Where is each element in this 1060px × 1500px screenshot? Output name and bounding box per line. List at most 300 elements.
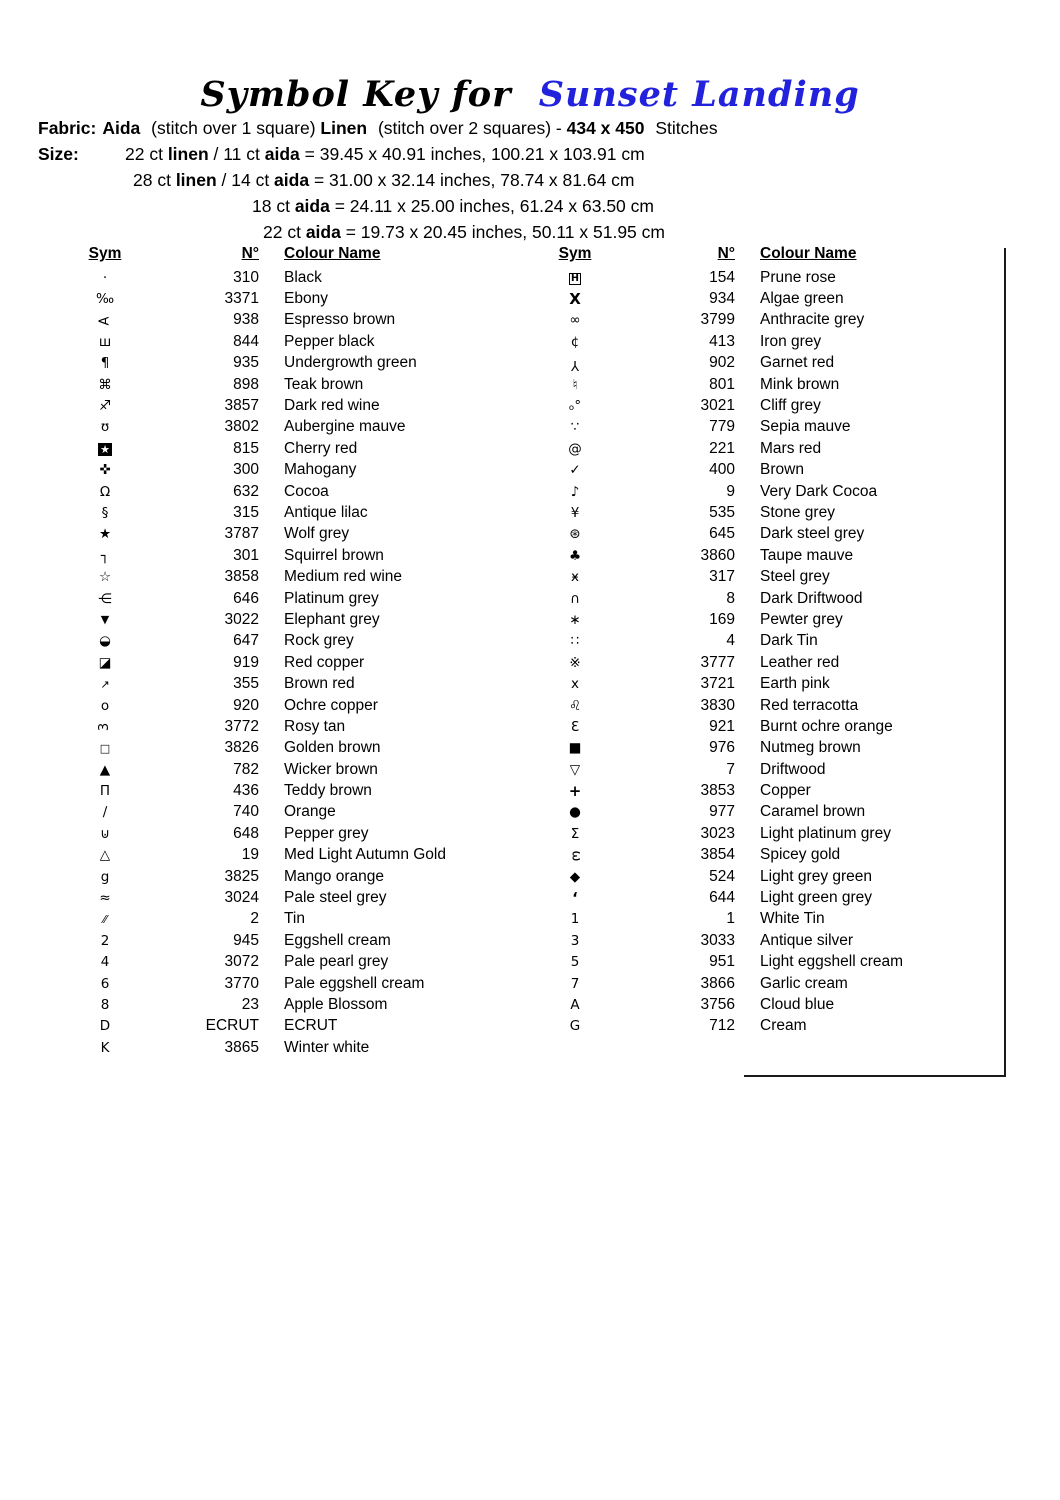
floss-number: 3721 <box>700 675 735 693</box>
colour-name: Mars red <box>760 439 822 457</box>
symbol-glyph: ▼ <box>100 613 110 627</box>
key-row <box>75 695 446 716</box>
key-row <box>545 609 903 630</box>
symbol-glyph: ≈ <box>99 890 111 907</box>
floss-number: 19 <box>241 846 259 864</box>
symbol-glyph: ¥ <box>570 504 580 521</box>
symbol-glyph: Ɛ <box>570 718 580 735</box>
stitch-symbol <box>545 613 605 627</box>
title-name: Sunset Landing <box>538 74 860 115</box>
stitch-symbol <box>75 1041 135 1055</box>
floss-number: 1 <box>726 910 735 928</box>
symbol-glyph: x <box>571 676 579 693</box>
stitch-symbol <box>75 271 135 285</box>
key-row <box>545 331 903 352</box>
floss-number: 310 <box>233 268 259 286</box>
stitch-symbol <box>75 549 135 563</box>
key-row <box>545 481 903 502</box>
colour-name: Algae green <box>760 290 844 308</box>
stitch-symbol <box>545 420 605 434</box>
colour-name: Cream <box>760 1017 807 1035</box>
colour-name: Pale pearl grey <box>284 953 389 971</box>
stitch-symbol <box>75 442 135 456</box>
colour-name: Light green grey <box>760 889 873 907</box>
table-bottom-border-line <box>744 1075 1006 1077</box>
floss-number: 938 <box>233 311 259 329</box>
table-header-right <box>545 245 856 263</box>
header-num: N° <box>241 245 259 262</box>
text-segment: 28 ct <box>133 170 176 190</box>
floss-number: 524 <box>709 867 735 885</box>
key-row <box>75 909 446 930</box>
floss-number: 898 <box>233 375 259 393</box>
symbol-glyph: H <box>571 273 579 285</box>
key-row <box>75 738 446 759</box>
stitch-symbol <box>75 634 135 648</box>
key-row <box>75 374 446 395</box>
key-row <box>545 652 903 673</box>
stitch-symbol <box>75 719 135 734</box>
stitch-symbol <box>75 763 135 777</box>
floss-number: 535 <box>709 503 735 521</box>
text-segment: aida <box>274 170 310 190</box>
colour-name: Driftwood <box>760 760 826 778</box>
colour-name: Iron grey <box>760 332 822 350</box>
key-row <box>75 887 446 908</box>
stitch-symbol <box>75 420 135 434</box>
colour-name: Red copper <box>284 653 365 671</box>
page-title <box>0 74 1060 115</box>
symbol-glyph: ✓ <box>569 462 581 479</box>
colour-name: Dark Tin <box>760 632 818 650</box>
floss-number: 919 <box>233 653 259 671</box>
symbol-glyph: ┐ <box>100 547 110 564</box>
floss-number: 3787 <box>224 525 259 543</box>
symbol-glyph: □ <box>99 741 111 755</box>
key-row <box>75 652 446 673</box>
colour-name: Sepia mauve <box>760 418 851 436</box>
symbol-glyph: ω <box>567 850 583 862</box>
symbol-glyph: ∵ <box>570 419 580 436</box>
symbol-glyph: 6 <box>100 975 110 992</box>
key-row <box>545 631 903 652</box>
stitch-symbol <box>75 677 135 692</box>
floss-number: ECRUT <box>205 1017 259 1035</box>
key-row <box>75 759 446 780</box>
floss-number: 3854 <box>700 846 735 864</box>
key-row <box>545 823 903 844</box>
symbol-glyph: ⊛ <box>569 526 581 543</box>
floss-number: 315 <box>233 503 259 521</box>
colour-name: Cherry red <box>284 439 358 457</box>
symbol-glyph: o <box>100 697 110 714</box>
key-row <box>75 823 446 844</box>
colour-name: Stone grey <box>760 503 835 521</box>
symbol-glyph: ■ <box>568 740 582 757</box>
symbol-glyph: ♌ <box>568 697 582 714</box>
stitch-symbol <box>75 955 135 969</box>
floss-number: 3853 <box>700 782 735 800</box>
stitch-symbol <box>545 781 605 800</box>
symbol-glyph: 4 <box>100 954 110 971</box>
symbol-glyph: + <box>568 781 582 800</box>
floss-number: 2 <box>250 910 259 928</box>
floss-number: 154 <box>709 268 735 286</box>
floss-number: 3021 <box>700 397 735 415</box>
symbol-glyph: ♪ <box>570 483 580 500</box>
key-row <box>75 524 446 545</box>
floss-number: 7 <box>726 760 735 778</box>
key-row <box>545 845 903 866</box>
size-line-4 <box>263 222 665 243</box>
stitch-symbol <box>545 1019 605 1033</box>
stitch-symbol <box>75 977 135 991</box>
colour-name: White Tin <box>760 910 825 928</box>
key-row <box>75 438 446 459</box>
symbol-glyph: ₒ° <box>568 398 582 415</box>
floss-number: 3371 <box>224 290 259 308</box>
stitch-symbol <box>75 399 135 413</box>
stitch-symbol <box>75 527 135 541</box>
floss-number: 921 <box>709 717 735 735</box>
colour-name: Light eggshell cream <box>760 953 904 971</box>
stitch-symbol <box>75 784 135 798</box>
floss-number: 3860 <box>700 546 735 564</box>
key-row <box>75 288 446 309</box>
key-row <box>75 952 446 973</box>
colour-name: Espresso brown <box>284 311 396 329</box>
stitch-symbol <box>545 399 605 413</box>
colour-name: Nutmeg brown <box>760 739 861 757</box>
colour-name: Squirrel brown <box>284 546 384 564</box>
size-line-1 <box>125 144 645 165</box>
key-row <box>75 609 446 630</box>
floss-number: 317 <box>709 568 735 586</box>
floss-number: 712 <box>709 1017 735 1035</box>
key-row <box>545 695 903 716</box>
floss-number: 645 <box>709 525 735 543</box>
stitch-symbol <box>75 912 135 927</box>
colour-name: Red terracotta <box>760 696 859 714</box>
fabric-line <box>38 118 718 139</box>
symbol-glyph: ♮ <box>572 376 578 393</box>
colour-name: Prune rose <box>760 268 836 286</box>
colour-name: Black <box>284 268 322 286</box>
colour-name: Spicey gold <box>760 846 841 864</box>
symbol-glyph: ∞ <box>569 312 581 329</box>
text-segment: linen <box>175 170 217 190</box>
header-num: N° <box>717 245 735 262</box>
floss-number: 301 <box>233 546 259 564</box>
symbol-glyph: ⁄⁄ <box>103 912 107 926</box>
floss-number: 9 <box>726 482 735 500</box>
stitch-symbol <box>75 1019 135 1033</box>
colour-name: Garlic cream <box>760 974 848 992</box>
text-segment: / 11 ct <box>208 144 265 164</box>
floss-number: 976 <box>709 739 735 757</box>
stitch-symbol <box>75 592 135 606</box>
symbol-glyph: ↗ <box>100 677 110 691</box>
stitch-symbol <box>75 741 135 756</box>
text-segment: Linen <box>320 118 368 138</box>
header-colour-name: Colour Name <box>760 245 857 262</box>
colour-name: Caramel brown <box>760 803 866 821</box>
stitch-symbol <box>545 570 605 584</box>
stitch-symbol <box>545 977 605 991</box>
text-segment: Aida <box>102 118 141 138</box>
table-header-left <box>75 245 380 263</box>
colour-name: Pewter grey <box>760 610 843 628</box>
symbol-glyph: A <box>570 996 580 1013</box>
stitch-symbol <box>545 805 605 819</box>
colour-name: Med Light Autumn Gold <box>284 846 446 864</box>
floss-number: 3865 <box>224 1038 259 1056</box>
stitch-symbol <box>545 506 605 520</box>
colour-name: Medium red wine <box>284 568 403 586</box>
key-row <box>75 460 446 481</box>
symbol-glyph: Π <box>99 783 111 800</box>
symbol-glyph: ★ <box>100 442 110 456</box>
stitch-symbol <box>545 485 605 499</box>
key-row <box>545 759 903 780</box>
text-segment: Stitches <box>650 118 718 138</box>
size-line-3 <box>252 196 654 217</box>
colour-name: Apple Blossom <box>284 995 388 1013</box>
colour-name: Leather red <box>760 653 840 671</box>
colour-name: Very Dark Cocoa <box>760 482 878 500</box>
colour-name: Dark Driftwood <box>760 589 863 607</box>
key-row <box>545 909 903 930</box>
stitch-symbol <box>545 870 605 884</box>
stitch-symbol <box>75 934 135 948</box>
colour-name: Garnet red <box>760 354 835 372</box>
key-row <box>545 502 903 523</box>
colour-name: Mango orange <box>284 867 384 885</box>
stitch-symbol <box>545 998 605 1012</box>
floss-number: 648 <box>233 824 259 842</box>
stitch-symbol <box>75 827 135 841</box>
key-column-right <box>545 267 903 1037</box>
key-row <box>545 545 903 566</box>
colour-name: Wicker brown <box>284 760 378 778</box>
key-row <box>75 973 446 994</box>
symbol-glyph: 3 <box>570 932 580 949</box>
key-row <box>545 395 903 416</box>
key-row <box>545 780 903 801</box>
key-row <box>545 310 903 331</box>
text-segment: = 19.73 x 20.45 inches, 50.11 x 51.95 cm <box>340 222 665 242</box>
key-row <box>545 460 903 481</box>
key-row <box>75 566 446 587</box>
symbol-glyph: ∩ <box>570 590 580 607</box>
key-row <box>75 331 446 352</box>
key-row <box>545 887 903 908</box>
stitch-symbol <box>545 289 605 308</box>
key-row <box>545 802 903 823</box>
stitch-symbol <box>75 463 135 477</box>
symbol-glyph: ▲ <box>99 761 111 778</box>
floss-number: 977 <box>709 803 735 821</box>
key-row <box>75 780 446 801</box>
key-row <box>545 588 903 609</box>
stitch-symbol <box>545 270 605 285</box>
key-row <box>75 481 446 502</box>
floss-number: 3826 <box>224 739 259 757</box>
text-segment: aida <box>294 196 330 216</box>
symbol-glyph: 5 <box>570 954 580 971</box>
floss-number: 779 <box>709 418 735 436</box>
stitch-symbol <box>75 891 135 905</box>
floss-number: 920 <box>233 696 259 714</box>
key-row <box>75 994 446 1015</box>
stitch-symbol <box>545 677 605 691</box>
colour-name: Brown red <box>284 675 355 693</box>
symbol-glyph: ‰ <box>95 291 115 308</box>
stitch-symbol <box>545 912 605 926</box>
colour-name: Pepper black <box>284 332 375 350</box>
colour-name: Teak brown <box>284 375 364 393</box>
key-row <box>75 417 446 438</box>
key-row <box>75 1037 446 1058</box>
floss-number: 23 <box>241 995 259 1013</box>
floss-number: 3830 <box>700 696 735 714</box>
text-segment: (stitch over 1 square) <box>146 118 321 138</box>
title-prefix: Symbol Key for <box>200 74 512 115</box>
floss-number: 8 <box>726 589 735 607</box>
floss-number: 169 <box>709 610 735 628</box>
colour-name: Cloud blue <box>760 995 835 1013</box>
key-row <box>545 973 903 994</box>
text-segment: = 24.11 x 25.00 inches, 61.24 x 63.50 cm <box>329 196 654 216</box>
symbol-glyph: A <box>97 316 112 326</box>
floss-number: 815 <box>233 439 259 457</box>
symbol-glyph: Σ <box>570 825 580 842</box>
text-segment: aida <box>305 222 341 242</box>
colour-name: Platinum grey <box>284 589 379 607</box>
colour-name: Golden brown <box>284 739 381 757</box>
colour-name: Antique silver <box>760 931 854 949</box>
colour-name: Copper <box>760 782 811 800</box>
key-row <box>75 267 446 288</box>
symbol-glyph: ⌘ <box>98 376 112 393</box>
key-row <box>545 524 903 545</box>
floss-number: 934 <box>709 290 735 308</box>
colour-name: Elephant grey <box>284 610 380 628</box>
colour-name: Pale eggshell cream <box>284 974 425 992</box>
key-row <box>75 673 446 694</box>
floss-number: 3772 <box>224 717 259 735</box>
floss-number: 782 <box>233 760 259 778</box>
floss-number: 801 <box>709 375 735 393</box>
floss-number: 646 <box>233 589 259 607</box>
symbol-glyph: ¶ <box>100 355 110 372</box>
symbol-glyph: G <box>569 1018 581 1035</box>
floss-number: 632 <box>233 482 259 500</box>
stitch-symbol <box>545 592 605 606</box>
floss-number: 3858 <box>224 568 259 586</box>
stitch-symbol <box>75 998 135 1012</box>
colour-name: Undergrowth green <box>284 354 417 372</box>
text-segment: 22 ct <box>125 144 168 164</box>
floss-number: 3770 <box>224 974 259 992</box>
floss-number: 740 <box>233 803 259 821</box>
colour-name: Rock grey <box>284 632 354 650</box>
floss-number: 3756 <box>700 995 735 1013</box>
key-row <box>545 288 903 309</box>
floss-number: 935 <box>233 354 259 372</box>
text-segment: (stitch over 2 squares) - <box>373 118 567 138</box>
floss-number: 300 <box>233 461 259 479</box>
header-colour-name: Colour Name <box>284 245 381 262</box>
colour-name: Ochre copper <box>284 696 378 714</box>
symbol-glyph: 3 <box>97 723 112 732</box>
text-segment: aida <box>264 144 300 164</box>
stitch-symbol <box>545 634 605 648</box>
symbol-glyph: ✜ <box>99 462 111 479</box>
floss-number: 3802 <box>224 418 259 436</box>
stitch-symbol <box>545 763 605 777</box>
symbol-glyph: ♐ <box>98 398 112 415</box>
floss-number: 3072 <box>224 953 259 971</box>
symbol-glyph: ◆ <box>569 868 581 885</box>
key-row <box>545 1016 903 1037</box>
symbol-glyph: § <box>101 504 109 521</box>
stitch-symbol <box>75 313 135 328</box>
colour-name: Cocoa <box>284 482 329 500</box>
symbol-glyph: ⊍ <box>100 825 110 842</box>
floss-number: 3777 <box>700 653 735 671</box>
floss-number: 844 <box>233 332 259 350</box>
text-segment: 22 ct <box>263 222 306 242</box>
stitch-symbol <box>545 527 605 541</box>
symbol-glyph: · <box>102 269 108 286</box>
symbol-glyph: ш <box>98 333 112 350</box>
symbol-glyph: ⋲ <box>98 590 112 607</box>
stitch-symbol <box>545 442 605 456</box>
header-sym: Sym <box>88 245 122 262</box>
symbol-glyph: ☆ <box>98 569 112 586</box>
colour-name: Light platinum grey <box>760 824 891 842</box>
colour-name: Earth pink <box>760 675 830 693</box>
key-row <box>75 802 446 823</box>
colour-name: Brown <box>760 461 804 479</box>
key-row <box>545 930 903 951</box>
stitch-symbol <box>545 720 605 734</box>
key-row <box>545 566 903 587</box>
colour-name: Winter white <box>284 1038 370 1056</box>
key-column-left <box>75 267 446 1058</box>
floss-number: 3825 <box>224 867 259 885</box>
floss-number: 355 <box>233 675 259 693</box>
colour-name: Pepper grey <box>284 824 369 842</box>
symbol-glyph: ★ <box>98 526 112 543</box>
key-row <box>75 353 446 374</box>
stitch-symbol <box>545 313 605 327</box>
floss-number: 3866 <box>700 974 735 992</box>
key-row <box>545 952 903 973</box>
colour-name: Steel grey <box>760 568 830 586</box>
colour-name: Anthracite grey <box>760 311 865 329</box>
symbol-glyph: ● <box>569 804 581 821</box>
stitch-symbol <box>545 699 605 713</box>
key-row <box>75 845 446 866</box>
key-row <box>545 374 903 395</box>
stitch-symbol <box>545 888 605 907</box>
floss-number: 951 <box>709 953 735 971</box>
colour-name: Tin <box>284 910 305 928</box>
symbol-glyph: ※ <box>569 654 581 671</box>
key-row <box>545 353 903 374</box>
